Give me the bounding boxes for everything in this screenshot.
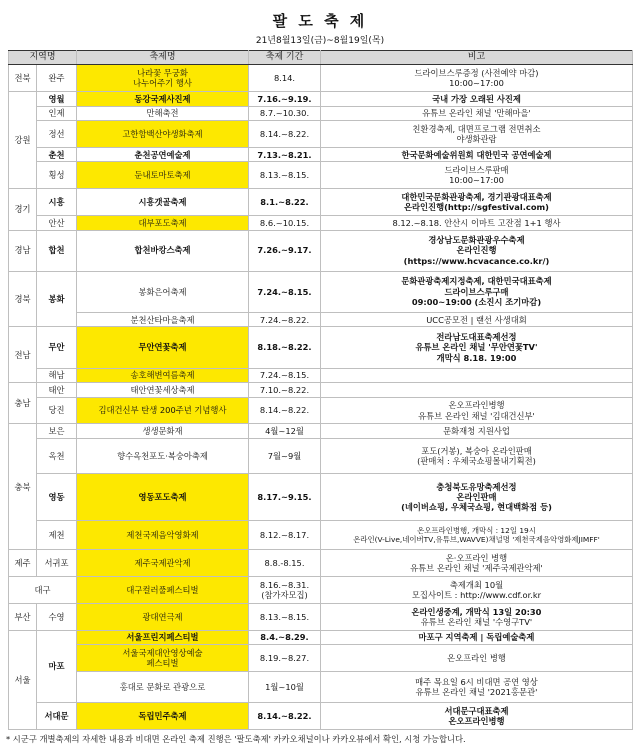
region-cell: 충남	[9, 383, 37, 424]
festival-name-line: 서울국제대안영상예술	[122, 647, 203, 658]
table-header	[9, 51, 633, 65]
period-cell: 8.8.-8.15.	[249, 550, 321, 577]
table-row	[9, 397, 633, 424]
festival-name: 분천산타마을축제	[77, 313, 249, 327]
remarks-cell	[321, 368, 633, 382]
festival-name: 무안연꽃축제	[77, 327, 249, 368]
table-row	[9, 327, 633, 368]
remarks-line: (https://www.hcvacance.co.kr/)	[403, 255, 550, 266]
remarks-line: 온오프라인병행	[448, 716, 505, 726]
remarks-cell	[321, 230, 633, 271]
table-row	[9, 121, 633, 148]
festival-name: 생생문화재	[77, 424, 249, 438]
remarks-cell: 온오프라인 병행	[321, 645, 633, 672]
festival-name: 송호해변여름축제	[77, 368, 249, 382]
festival-name: 춘천공연예술제	[77, 147, 249, 161]
city-cell: 정선	[37, 121, 77, 148]
remarks-line: 09:00~19:00 (소진시 조기마감)	[411, 297, 542, 308]
table-row	[9, 230, 633, 271]
remarks-cell	[321, 672, 633, 703]
region-cell: 경남	[9, 230, 37, 271]
date-range: 21년8월13일(금)~8월19일(목)	[255, 36, 385, 46]
remarks-line: 온오프라인병행	[448, 400, 505, 411]
festival-name: 만해축전	[77, 106, 249, 120]
remarks-cell: 8.12.~8.18. 안산시 이마트 고잔점 1+1 행사	[321, 216, 633, 230]
remarks-cell	[321, 121, 633, 148]
table-row	[9, 368, 633, 382]
remarks-line: 유튜브 온라인 채널 '무안연꽃TV'	[415, 342, 538, 353]
remarks-line: 온라인생중계, 개막식 13일 20:30	[411, 606, 542, 617]
region-header: 지역명	[9, 51, 77, 65]
remarks-line: 온라인판매	[456, 492, 497, 503]
remarks-line: 경상남도문화관광우수축제	[428, 235, 525, 246]
remarks-cell: 유튜브 온라인 채널 '만해마을'	[321, 106, 633, 120]
city-cell: 보은	[37, 424, 77, 438]
remarks-cell: 한국문화예술위원회 대한민국 공연예술제	[321, 147, 633, 161]
city-cell: 마포	[37, 630, 77, 702]
remarks-cell	[321, 521, 633, 550]
city-cell: 횡성	[37, 162, 77, 189]
table-row	[9, 383, 633, 397]
remarks-line: 10:00~17:00	[449, 78, 504, 89]
city-cell: 서귀포	[37, 550, 77, 577]
period-cell: 8.14.~8.22.	[249, 397, 321, 424]
remarks-cell: 마포구 지역축제 | 독립예술축제	[321, 630, 633, 644]
city-cell: 태안	[37, 383, 77, 397]
remarks-line: 유튜브 온라인 채널 '수영구TV'	[420, 616, 533, 627]
city-cell: 안산	[37, 216, 77, 230]
festival-name	[77, 65, 249, 92]
table-row	[9, 65, 633, 92]
table-row	[9, 521, 633, 550]
festival-header: 축제명	[77, 51, 249, 65]
region-cell: 서울	[9, 630, 37, 729]
remarks-line: 유튜브 온라인 채널 '김대건신부'	[418, 410, 535, 421]
table-row	[9, 577, 633, 604]
period-line: 8.16.~8.31.	[259, 579, 310, 590]
remarks-line: 개막식 8.18. 19:00	[436, 352, 517, 363]
city-cell: 시흥	[37, 189, 77, 216]
period-cell: 8.13.~8.15.	[249, 603, 321, 630]
city-cell: 인제	[37, 106, 77, 120]
remarks-line: 유튜브 온라인 채널 '2021홍문관'	[415, 687, 538, 698]
remarks-header: 비고	[321, 51, 633, 65]
period-cell: 4월~12월	[249, 424, 321, 438]
table-row	[9, 438, 633, 473]
remarks-cell: 문화재청 지원사업	[321, 424, 633, 438]
table-row	[9, 603, 633, 630]
festival-name: 고한함백산야생화축제	[77, 121, 249, 148]
city-cell: 춘천	[37, 147, 77, 161]
remarks-cell	[321, 271, 633, 312]
period-cell: 8.19.~8.27.	[249, 645, 321, 672]
remarks-line: 친환경축제, 대면프로그램 전면취소	[412, 123, 541, 134]
period-cell: 8.17.~9.15.	[249, 473, 321, 520]
remarks-cell	[321, 397, 633, 424]
remarks-line: 문화관광축제지정축제, 대한민국대표축제	[401, 276, 552, 287]
period-cell: 7.26.~9.17.	[249, 230, 321, 271]
table-row	[9, 106, 633, 120]
period-cell: 7.13.~8.21.	[249, 147, 321, 161]
remarks-line: 온라인진행	[456, 245, 497, 256]
period-cell: 7.24.~8.15.	[249, 271, 321, 312]
festival-name: 영동포도축제	[77, 473, 249, 520]
remarks-line: 드라이브스루증정 (사전예약 마감)	[414, 68, 539, 79]
period-cell: 8.18.~8.22.	[249, 327, 321, 368]
table-row	[9, 271, 633, 312]
region-cell: 경기	[9, 189, 37, 230]
remarks-cell	[321, 189, 633, 216]
city-cell: 무안	[37, 327, 77, 368]
region-cell: 강원	[9, 92, 37, 189]
festival-name: 합천바캉스축제	[77, 230, 249, 271]
festival-name: 광대연극제	[77, 603, 249, 630]
festival-name: 제주국제관악제	[77, 550, 249, 577]
festival-name: 봉화은어축제	[77, 271, 249, 312]
city-cell: 영월	[37, 92, 77, 106]
city-cell: 합천	[37, 230, 77, 271]
festival-name: 제천국제음악영화제	[77, 521, 249, 550]
period-cell: 8.4.~8.29.	[249, 630, 321, 644]
remarks-line: 온오프라인병행, 개막식 : 12일 19시	[417, 526, 536, 536]
region-cell: 전남	[9, 327, 37, 383]
festival-name: 둔내토마토축제	[77, 162, 249, 189]
city-cell: 봉화	[37, 271, 77, 327]
period-cell: 7.16.~9.19.	[249, 92, 321, 106]
period-cell: 8.14.~8.22.	[249, 121, 321, 148]
remarks-cell	[321, 162, 633, 189]
table-row	[9, 92, 633, 106]
festival-name: 대구컬러풀페스티벌	[77, 577, 249, 604]
period-cell: 8.14.~8.22.	[249, 703, 321, 730]
remarks-line: 대한민국문화관광축제, 경기관광대표축제	[401, 191, 552, 202]
remarks-line: 유튜브 온라인 채널 '제주국제관악제'	[410, 563, 543, 574]
remarks-cell	[321, 327, 633, 368]
table-row	[9, 703, 633, 730]
region-cell: 부산	[9, 603, 37, 630]
period-line: (참가자모집)	[261, 590, 308, 601]
period-cell	[249, 577, 321, 604]
festival-name: 김대건신부 탄생 200주년 기념행사	[77, 397, 249, 424]
festival-name-line: 나라꽃 무궁화	[137, 68, 188, 79]
remarks-line: 축제개최 10월	[449, 579, 504, 590]
city-cell: 옥천	[37, 438, 77, 473]
remarks-line: 매주 목요일 6시 비대면 공연 영상	[415, 676, 538, 687]
remarks-cell	[321, 550, 633, 577]
period-cell: 7.24.~8.22.	[249, 313, 321, 327]
festival-table	[8, 50, 633, 730]
festival-name: 대부포도축제	[77, 216, 249, 230]
period-cell: 7.10.~8.22.	[249, 383, 321, 397]
region-cell: 경북	[9, 271, 37, 327]
remarks-cell: 국내 가장 오래된 사진제	[321, 92, 633, 106]
city-cell: 당진	[37, 397, 77, 424]
period-header: 축제 기간	[249, 51, 321, 65]
period-cell: 8.6.~10.15.	[249, 216, 321, 230]
remarks-cell: UCC공모전 | 랜선 사생대회	[321, 313, 633, 327]
festival-name-line: 페스티벌	[146, 658, 179, 669]
festival-name: 서울프린지페스티벌	[77, 630, 249, 644]
remarks-line: 포도(거봉), 복숭아 온라인판매	[421, 445, 532, 456]
remarks-line: 온라인진행(http://sgfestival.com)	[404, 202, 549, 213]
remarks-line: 10:00~17:00	[449, 175, 504, 186]
period-cell: 1월~10월	[249, 672, 321, 703]
table-row	[9, 424, 633, 438]
festival-name: 동강국제사진제	[77, 92, 249, 106]
period-cell: 7.24.~8.15.	[249, 368, 321, 382]
city-cell: 제천	[37, 521, 77, 550]
remarks-cell	[321, 438, 633, 473]
table-row	[9, 216, 633, 230]
period-cell: 8.12.~8.17.	[249, 521, 321, 550]
page-title: 팔 도 축 제	[272, 12, 368, 30]
period-cell: 7월~9월	[249, 438, 321, 473]
remarks-cell	[321, 703, 633, 730]
remarks-line: 드라이브스루구매	[444, 286, 509, 297]
table-row	[9, 189, 633, 216]
remarks-cell	[321, 577, 633, 604]
region-cell: 대구	[9, 577, 77, 604]
city-cell: 영동	[37, 473, 77, 520]
remarks-line: 야생화관람	[456, 134, 497, 145]
table-row	[9, 473, 633, 520]
table-row	[9, 630, 633, 644]
period-cell: 8.13.~8.15.	[249, 162, 321, 189]
remarks-line: (판매처 : 우체국쇼핑몰내기획전)	[417, 455, 536, 466]
table-row	[9, 550, 633, 577]
festival-name: 시흥갯골축제	[77, 189, 249, 216]
remarks-line: (네이버쇼핑, 우체국쇼핑, 현대백화점 등)	[401, 502, 552, 513]
remarks-line: 온·오프라인 병행	[445, 552, 508, 563]
table-row	[9, 645, 633, 672]
region-cell: 제주	[9, 550, 37, 577]
remarks-cell	[321, 473, 633, 520]
remarks-cell	[321, 65, 633, 92]
city-cell: 수영	[37, 603, 77, 630]
period-cell: 8.7.~10.30.	[249, 106, 321, 120]
remarks-line: 서대문구대표축제	[444, 705, 509, 716]
remarks-cell	[321, 383, 633, 397]
city-cell: 해남	[37, 368, 77, 382]
footnote: * 시군구 개별축제의 자세한 내용과 비대면 온라인 축제 진행은 '팔도축제' 카카오채널이나 카카오뷰에서 확인, 시청 가능합니다.	[6, 734, 466, 744]
table-row	[9, 672, 633, 703]
remarks-line: 전라남도대표축제선정	[436, 332, 517, 343]
city-cell: 서대문	[37, 703, 77, 730]
festival-name-line: 나누어주기 행사	[133, 78, 192, 89]
remarks-line: 온라인(V-Live,네이버TV,유튜브,WAVVE)채널명 '제천국제음악영화제JIMFF'	[353, 535, 600, 545]
remarks-line: 드라이브스루판매	[444, 165, 509, 176]
remarks-line: 모집사이트 : http://www.cdf.or.kr	[411, 590, 542, 601]
city-cell: 완주	[37, 65, 77, 92]
remarks-line: 충청북도유망축제선정	[436, 481, 517, 492]
festival-name: 태안연꽃세상축제	[77, 383, 249, 397]
table-row	[9, 162, 633, 189]
table-row	[9, 313, 633, 327]
region-cell: 전북	[9, 65, 37, 92]
period-cell: 8.1.~8.22.	[249, 189, 321, 216]
festival-name: 독립민주축제	[77, 703, 249, 730]
festival-name: 향수옥천포도·복숭아축제	[77, 438, 249, 473]
festival-name	[77, 645, 249, 672]
region-cell: 충북	[9, 424, 37, 550]
remarks-cell	[321, 603, 633, 630]
festival-name: 홍대로 문화로 관광으로	[77, 672, 249, 703]
period-cell: 8.14.	[249, 65, 321, 92]
table-row	[9, 147, 633, 161]
